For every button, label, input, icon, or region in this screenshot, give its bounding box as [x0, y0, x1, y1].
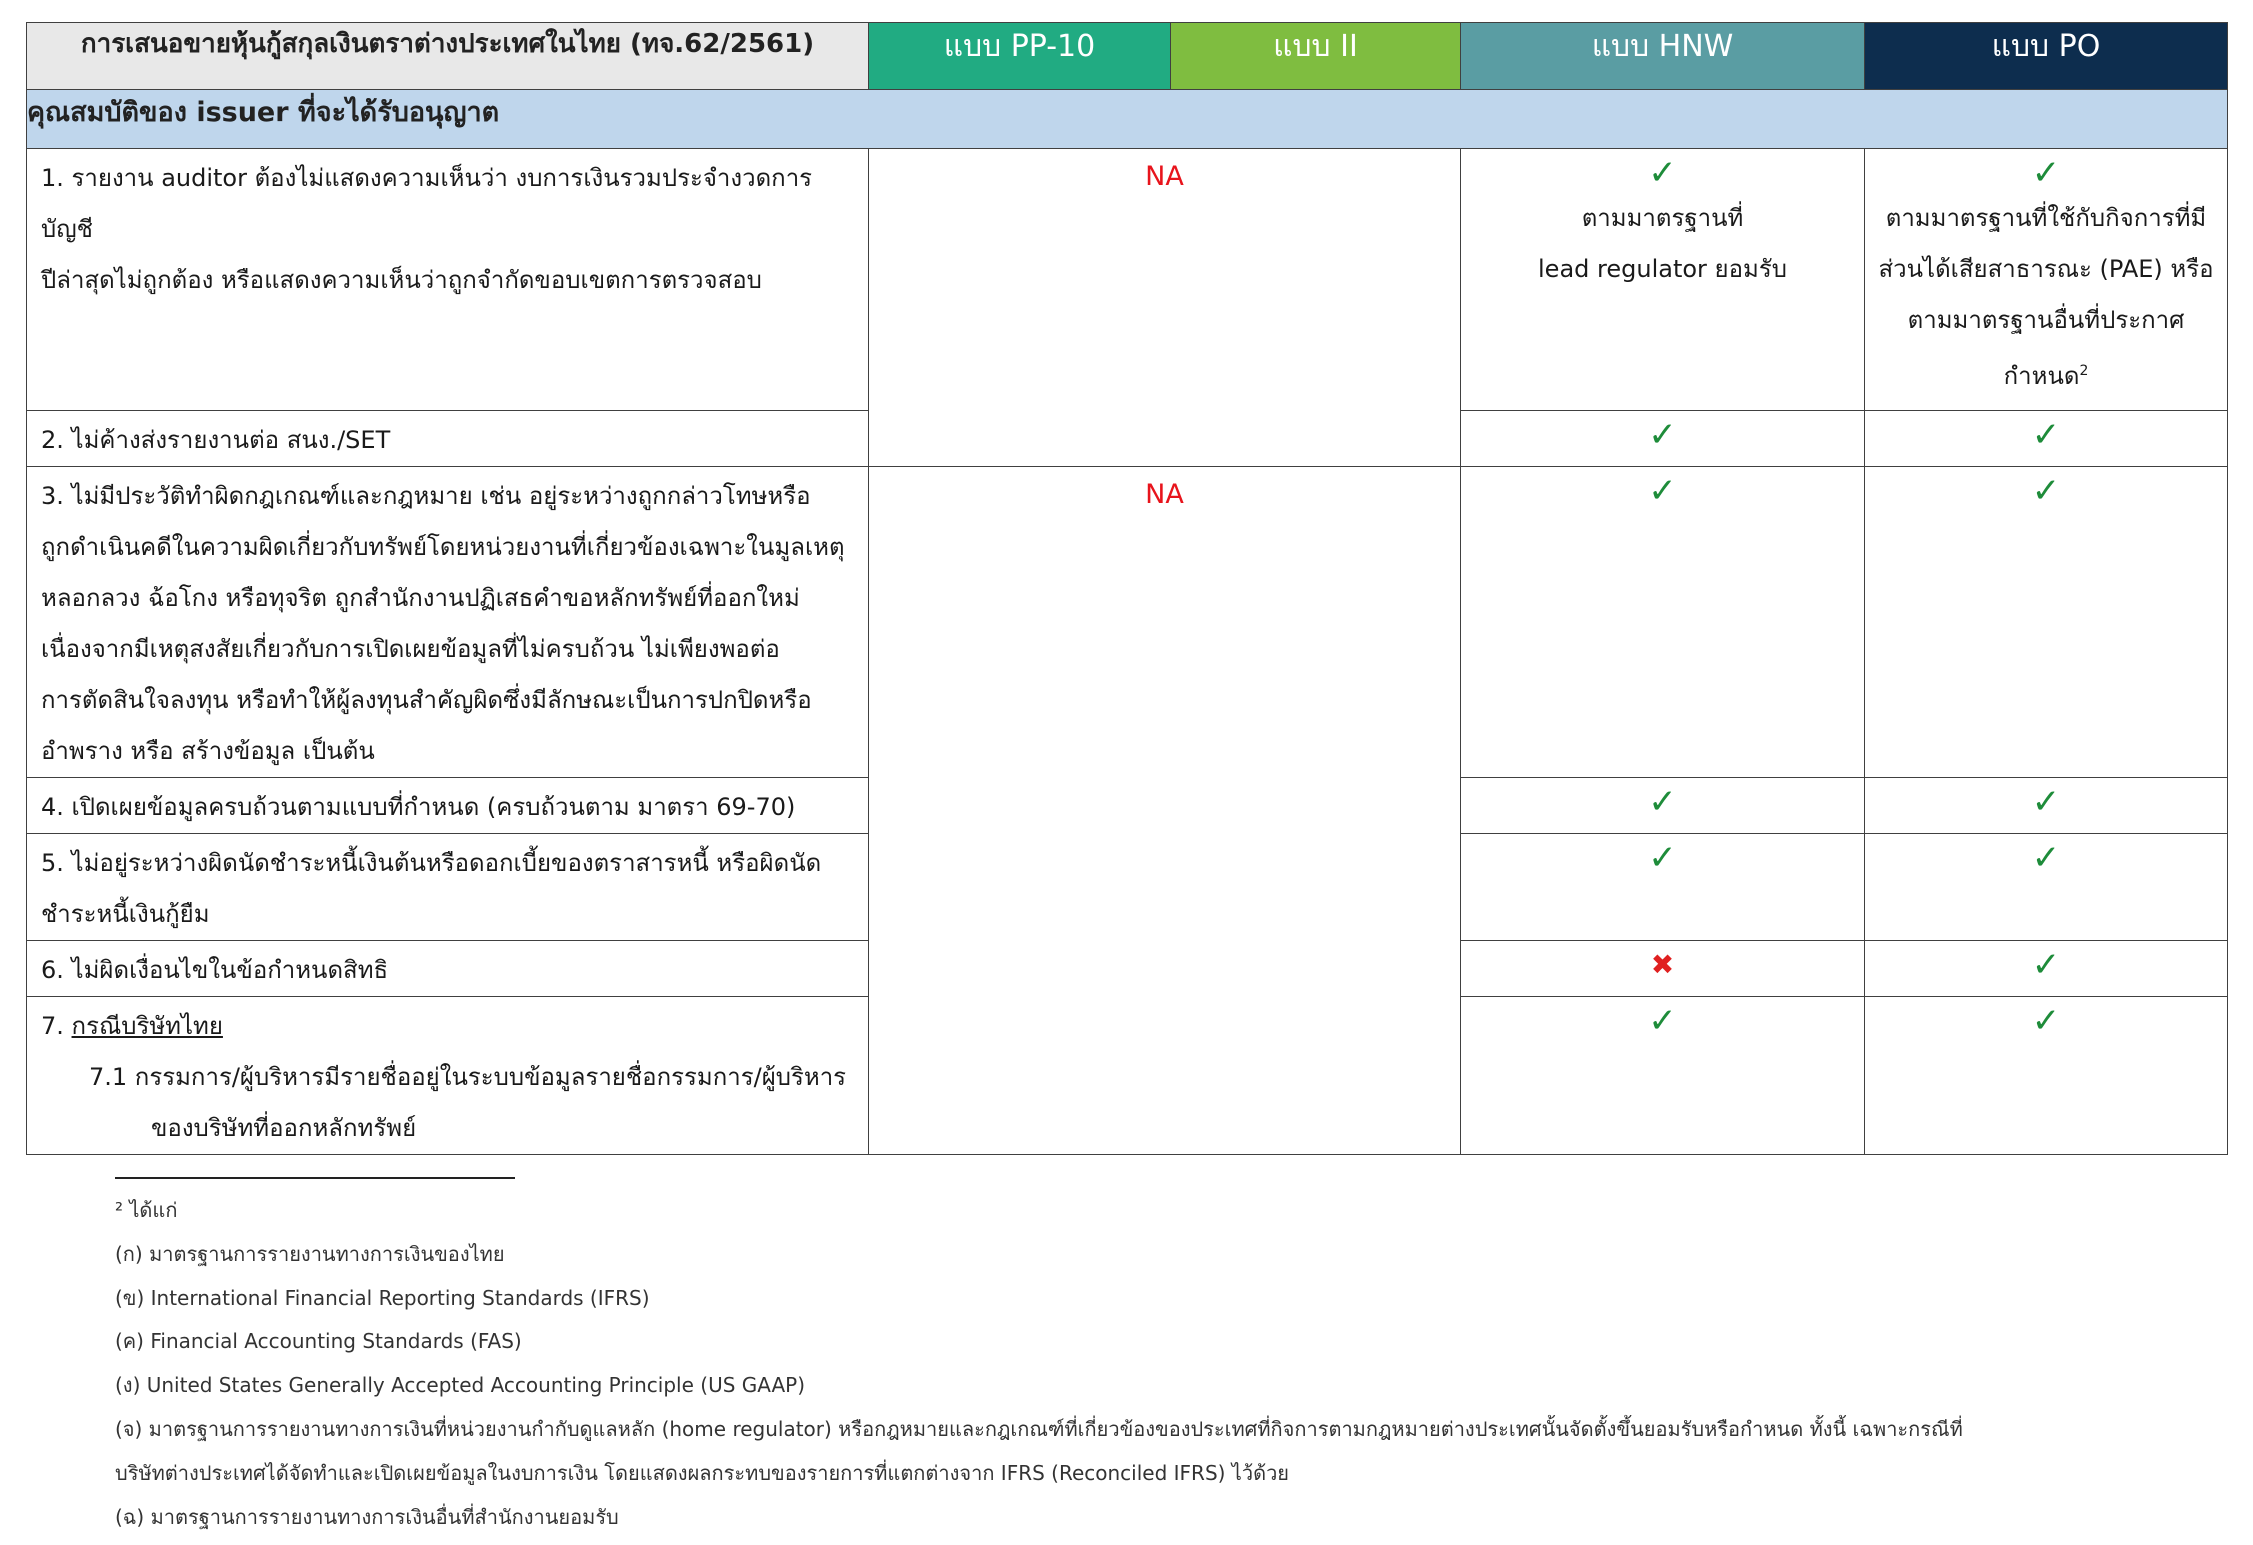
criterion-1: [27, 149, 869, 411]
section-row: [27, 90, 2228, 149]
check-icon: ✓: [2031, 1001, 2061, 1041]
hnw-cell-3: [1461, 467, 1865, 778]
criterion-line: 3. ไม่มีประวัติทำผิดกฎเกณฑ์และกฎหมาย เช่น อยู่ระหว่างถูกกล่าวโทษหรือ: [41, 482, 811, 510]
check-icon: ✓: [1648, 782, 1677, 822]
criterion-7: [27, 997, 869, 1155]
footnote-ref: 2: [2079, 363, 2089, 379]
header-ii: แบบ II: [1171, 23, 1461, 90]
criterion-subline: ของบริษัทที่ออกหลักทรัพย์: [151, 1114, 417, 1142]
po-cell-5: [1865, 834, 2228, 941]
criterion-line: ถูกดำเนินคดีในความผิดเกี่ยวกับทรัพย์โดยหน่วยงานที่เกี่ยวข้องเฉพาะในมูลเหตุ: [41, 533, 845, 561]
check-icon: ✓: [2031, 945, 2061, 985]
footnote-title: ² ได้แก่: [115, 1198, 178, 1222]
po-cell-1: [1865, 149, 2228, 411]
criterion-line: 1. รายงาน auditor ต้องไม่แสดงความเห็นว่า งบการเงินรวมประจำงวดการบัญชี: [41, 164, 813, 243]
na-cell-2: NA: [869, 467, 1461, 1155]
check-icon: ✓: [1648, 153, 1677, 193]
check-icon: ✓: [1648, 1001, 1677, 1041]
check-icon: ✓: [2031, 782, 2061, 822]
hnw-cell-6: [1461, 941, 1865, 997]
footnote-item: บริษัทต่างประเทศได้จัดทำและเปิดเผยข้อมูลในงบการเงิน โดยแสดงผลกระทบของรายการที่แตกต่างจาก IFRS (Reconciled IFRS) ไว้ด้วย: [115, 1461, 1290, 1485]
header-po: แบบ PO: [1865, 23, 2228, 90]
header-hnw: แบบ HNW: [1461, 23, 1865, 90]
check-icon: ✓: [1648, 471, 1677, 511]
footnote-item: (ก) มาตรฐานการรายงานทางการเงินของไทย: [115, 1242, 505, 1266]
table-row: [27, 467, 2228, 778]
hnw-note-line: lead regulator ยอมรับ: [1538, 255, 1787, 283]
hnw-cell-7: [1461, 997, 1865, 1155]
footnote-divider: [115, 1177, 515, 1179]
po-cell-7: [1865, 997, 2228, 1155]
check-icon: ✓: [2031, 153, 2061, 193]
header-pp10: แบบ PP-10: [869, 23, 1171, 90]
hnw-cell-1: [1461, 149, 1865, 411]
footnote-item: (จ) มาตรฐานการรายงานทางการเงินที่หน่วยงานกำกับดูแลหลัก (home regulator) หรือกฎหมายและกฎเกณฑ์ที่เกี่ยวข้องของประเทศที่กิจการตามกฎหมายต่างประเทศนั้นจัดตั้งขึ้นยอมรับหรือกำหนด ทั้งนี้ เฉพาะกรณีที่: [115, 1417, 1963, 1441]
hnw-cell-2: [1461, 411, 1865, 467]
po-note-line: ตามมาตรฐานที่ใช้กับกิจการที่มี: [1885, 204, 2207, 232]
criterion-6: 6. ไม่ผิดเงื่อนไขในข้อกำหนดสิทธิ: [27, 941, 869, 997]
criterion-line: 7. กรณีบริษัทไทย: [41, 1012, 223, 1040]
footnote-item: (ค) Financial Accounting Standards (FAS): [115, 1329, 522, 1353]
po-note-line: ตามมาตรฐานอื่นที่ประกาศ: [1907, 306, 2185, 334]
check-icon: ✓: [2031, 415, 2061, 455]
criterion-line: ชำระหนี้เงินกู้ยืม: [41, 900, 210, 928]
check-icon: ✓: [1648, 415, 1677, 455]
footnote-item: (ฉ) มาตรฐานการรายงานทางการเงินอื่นที่สำนักงานยอมรับ: [115, 1505, 619, 1529]
criterion-line: อำพราง หรือ สร้างข้อมูล เป็นต้น: [41, 737, 375, 765]
header-row: [27, 23, 2228, 90]
po-note-line: กำหนด$^2$: [2003, 362, 2089, 390]
check-icon: ✓: [1648, 838, 1677, 878]
criterion-4: 4. เปิดเผยข้อมูลครบถ้วนตามแบบที่กำหนด (ครบถ้วนตาม มาตรา 69-70): [27, 778, 869, 834]
hnw-cell-4: [1461, 778, 1865, 834]
po-cell-4: [1865, 778, 2228, 834]
criterion-line: หลอกลวง ฉ้อโกง หรือทุจริต ถูกสำนักงานปฏิเสธคำขอหลักทรัพย์ที่ออกใหม่: [41, 584, 800, 612]
issuer-qualification-table: [26, 22, 2228, 1155]
criterion-line: 5. ไม่อยู่ระหว่างผิดนัดชำระหนี้เงินต้นหรือดอกเบี้ยของตราสารหนี้ หรือผิดนัด: [41, 849, 822, 877]
thai-company-heading: กรณีบริษัทไทย: [71, 1012, 223, 1040]
footnote-item: (ข) International Financial Reporting Standards (IFRS): [115, 1286, 650, 1310]
header-title: การเสนอขายหุ้นกู้สกุลเงินตราต่างประเทศในไทย (ทจ.62/2561): [27, 23, 869, 90]
criterion-subline: 7.1 กรรมการ/ผู้บริหารมีรายชื่ออยู่ในระบบข้อมูลรายชื่อกรรมการ/ผู้บริหาร: [89, 1063, 847, 1091]
check-icon: ✓: [2031, 838, 2061, 878]
check-icon: ✓: [2031, 471, 2061, 511]
po-cell-6: [1865, 941, 2228, 997]
criterion-line: เนื่องจากมีเหตุสงสัยเกี่ยวกับการเปิดเผยข้อมูลที่ไม่ครบถ้วน ไม่เพียงพอต่อ: [41, 635, 780, 663]
po-cell-3: [1865, 467, 2228, 778]
po-cell-2: [1865, 411, 2228, 467]
hnw-note-line: ตามมาตรฐานที่: [1581, 204, 1744, 232]
na-cell-1: NA: [869, 149, 1461, 467]
criterion-line: ปีล่าสุดไม่ถูกต้อง หรือแสดงความเห็นว่าถูกจำกัดขอบเขตการตรวจสอบ: [41, 266, 762, 294]
footnote-item: (ง) United States Generally Accepted Accounting Principle (US GAAP): [115, 1373, 806, 1397]
hnw-cell-5: [1461, 834, 1865, 941]
criterion-line: การตัดสินใจลงทุน หรือทำให้ผู้ลงทุนสำคัญผิดซึ่งมีลักษณะเป็นการปกปิดหรือ: [41, 686, 812, 714]
criterion-2: 2. ไม่ค้างส่งรายงานต่อ สนง./SET: [27, 411, 869, 467]
cross-icon: ✖: [1650, 948, 1675, 981]
po-note-line: ส่วนได้เสียสาธารณะ (PAE) หรือ: [1878, 255, 2214, 283]
criterion-3: [27, 467, 869, 778]
section-title: คุณสมบัติของ issuer ที่จะได้รับอนุญาต: [27, 90, 2228, 149]
criterion-5: [27, 834, 869, 941]
table-row: [27, 149, 2228, 411]
